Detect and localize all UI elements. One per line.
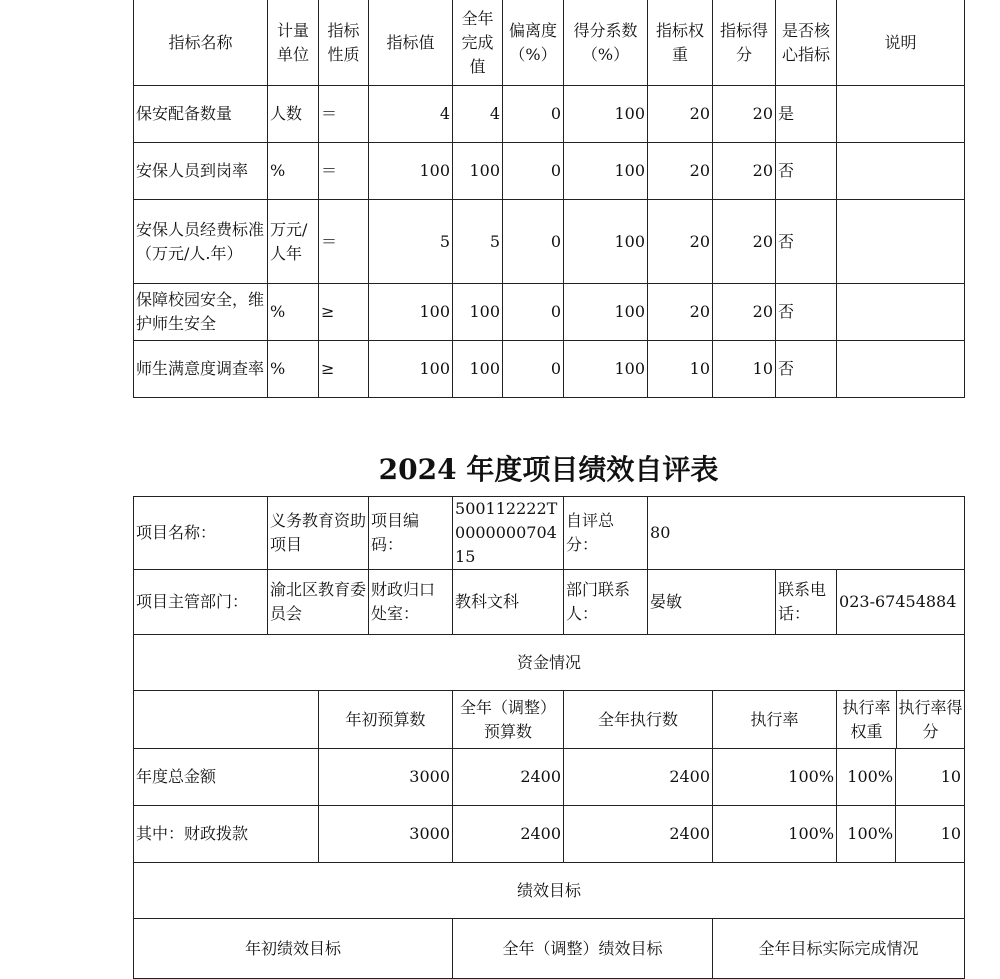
header-weight: 指标权重 [648,0,713,86]
funds-header-blank [134,691,319,749]
perf-header-actual: 全年目标实际完成情况 [713,919,965,979]
self-evaluation-table [133,496,965,979]
indicator-deviation: 0 [503,200,564,284]
dept-value: 渝北区教育委员会 [268,570,369,635]
funds-row-executed: 2400 [564,806,713,863]
indicator-unit: % [268,284,319,341]
indicator-coef: 100 [564,143,648,200]
funds-row-weight: 100% [837,806,896,862]
table-row [134,284,965,341]
indicator-actual: 5 [453,200,503,284]
perf-header-adjusted: 全年（调整）绩效目标 [453,919,713,979]
indicator-coef: 100 [564,284,648,341]
indicator-note [837,284,965,341]
indicator-weight: 20 [648,86,713,143]
perf-section-row [134,863,965,919]
funds-row-weight-score [837,749,965,806]
indicator-core: 否 [776,143,837,200]
indicator-nature: ＝ [319,143,369,200]
table-row [134,143,965,200]
header-coefficient: 得分系数（%） [564,0,648,86]
finance-label: 财政归口处室： [369,570,453,635]
header-core: 是否核心指标 [776,0,837,86]
indicator-deviation: 0 [503,284,564,341]
funds-header-weight-score [837,691,965,749]
indicator-weight: 20 [648,284,713,341]
indicator-unit: 万元/人年 [268,200,319,284]
self-score-label: 自评总分： [564,497,648,570]
indicator-value: 100 [369,143,453,200]
indicator-nature: ≥ [319,284,369,341]
header-unit: 计量单位 [268,0,319,86]
table-row [134,86,965,143]
funds-header-row [134,691,965,749]
finance-value: 教科文科 [453,570,564,635]
funds-section-row [134,635,965,691]
header-actual-value: 全年完成值 [453,0,503,86]
indicator-table [133,0,965,398]
funds-header-score: 执行率得分 [898,697,963,741]
self-score-value: 80 [648,497,965,570]
indicator-core: 否 [776,341,837,398]
funds-row-adjusted: 2400 [453,806,564,863]
indicator-actual: 4 [453,86,503,143]
indicator-actual: 100 [453,284,503,341]
indicator-nature: ≥ [319,341,369,398]
indicator-note [837,200,965,284]
funds-row-budget: 3000 [319,749,453,806]
header-nature: 指标性质 [319,0,369,86]
indicator-unit: % [268,143,319,200]
indicator-note [837,341,965,398]
indicator-core: 否 [776,284,837,341]
indicator-name: 保障校园安全，维护师生安全 [134,284,268,341]
indicator-score: 20 [713,284,776,341]
indicator-weight: 10 [648,341,713,398]
indicator-weight: 20 [648,143,713,200]
project-name-label: 项目名称： [134,497,268,570]
indicator-value: 4 [369,86,453,143]
indicator-weight: 20 [648,200,713,284]
funds-row-rate: 100% [713,749,837,806]
indicator-unit: % [268,341,319,398]
indicator-name: 安保人员经费标准（万元/人.年） [134,200,268,284]
contact-value: 晏敏 [648,570,776,635]
indicator-score: 20 [713,143,776,200]
funds-row-weight: 100% [837,749,896,805]
indicator-score: 20 [713,200,776,284]
perf-section-title: 绩效目标 [134,863,965,919]
indicator-note [837,86,965,143]
indicator-note [837,143,965,200]
funds-section-title: 资金情况 [134,635,965,691]
perf-header-initial: 年初绩效目标 [134,919,453,979]
header-deviation: 偏离度（%） [503,0,564,86]
header-target-value: 指标值 [369,0,453,86]
indicator-deviation: 0 [503,143,564,200]
indicator-coef: 100 [564,341,648,398]
funds-row-adjusted: 2400 [453,749,564,806]
table-row [134,341,965,398]
phone-label: 联系电话： [776,570,837,635]
indicator-value: 5 [369,200,453,284]
perf-header-row [134,919,965,979]
indicator-nature: ＝ [319,86,369,143]
indicator-header-row [134,0,965,86]
indicator-actual: 100 [453,341,503,398]
indicator-deviation: 0 [503,341,564,398]
contact-label: 部门联系人： [564,570,648,635]
funds-header-rate: 执行率 [713,691,837,749]
indicator-name: 师生满意度调查率 [134,341,268,398]
funds-row-rate: 100% [713,806,837,863]
header-score: 指标得分 [713,0,776,86]
indicator-value: 100 [369,284,453,341]
page-title: 2024 年度项目绩效自评表 [378,453,719,486]
indicator-score: 20 [713,86,776,143]
table-row [134,200,965,284]
header-indicator-name: 指标名称 [134,0,268,86]
indicator-core: 否 [776,200,837,284]
funds-row [134,806,965,863]
indicator-deviation: 0 [503,86,564,143]
funds-header-executed: 全年执行数 [564,691,713,749]
funds-row-label: 年度总金额 [134,749,319,806]
indicator-name: 安保人员到岗率 [134,143,268,200]
indicator-nature: ＝ [319,200,369,284]
funds-row-weight-score [837,806,965,863]
funds-header-adjusted: 全年（调整）预算数 [453,691,564,749]
funds-header-budget: 年初预算数 [319,691,453,749]
funds-row-label: 其中：财政拨款 [134,806,319,863]
indicator-value: 100 [369,341,453,398]
header-note: 说明 [837,0,965,86]
department-row [134,570,965,635]
funds-row-budget: 3000 [319,806,453,863]
project-code-label: 项目编码： [369,497,453,570]
dept-label: 项目主管部门： [134,570,268,635]
funds-row [134,749,965,806]
project-info-row [134,497,965,570]
indicator-coef: 100 [564,86,648,143]
indicator-name: 保安配备数量 [134,86,268,143]
indicator-score: 10 [713,341,776,398]
project-code-value: 500112222T000000070415 [453,497,564,570]
funds-row-score: 10 [940,767,962,786]
indicator-unit: 人数 [268,86,319,143]
indicator-core: 是 [776,86,837,143]
funds-row-executed: 2400 [564,749,713,806]
funds-row-score: 10 [940,824,962,843]
phone-value: 023-67454884 [837,570,965,635]
project-name-value: 义务教育资助项目 [268,497,369,570]
funds-header-weight: 执行率权重 [837,691,897,748]
indicator-coef: 100 [564,200,648,284]
indicator-actual: 100 [453,143,503,200]
